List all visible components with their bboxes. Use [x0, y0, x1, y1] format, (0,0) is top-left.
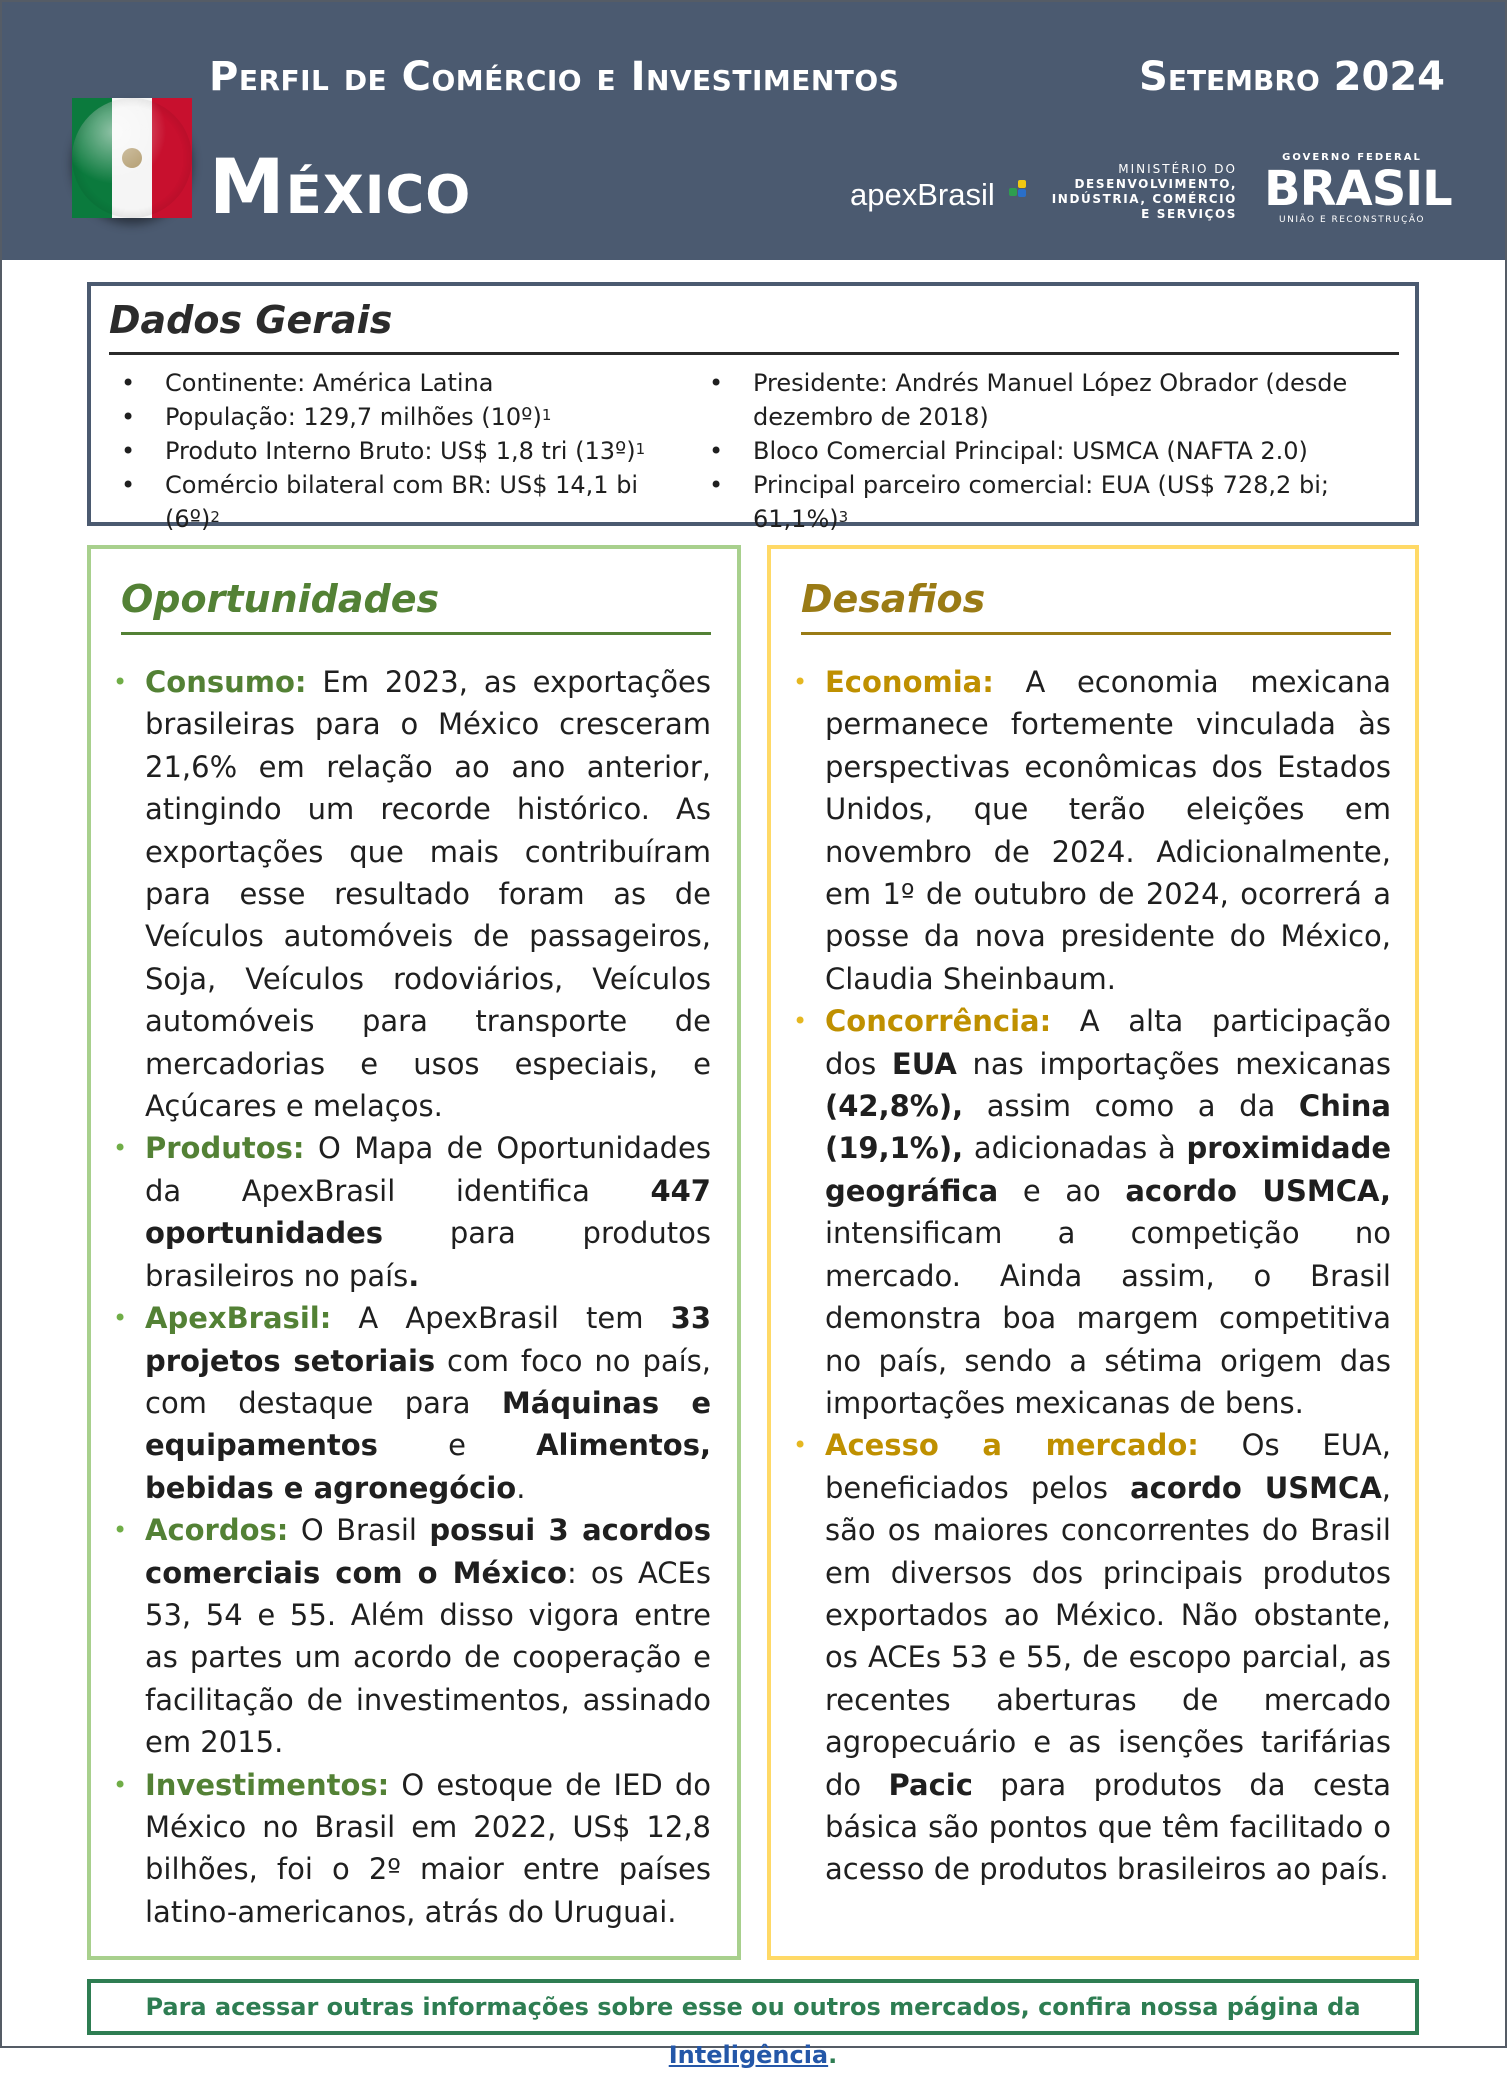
challenges-item-emphasis: acordo USMCA: [1130, 1470, 1382, 1505]
general-data-list-right: [709, 366, 1409, 536]
challenges-item-lead: Acesso a mercado:: [825, 1428, 1199, 1463]
ministry-logo: [1047, 162, 1237, 222]
opportunities-item-text: e: [377, 1428, 537, 1463]
general-data-item-text: Continente: América Latina: [165, 369, 494, 397]
challenges-item-text: A economia mexicana permanece fortemente vinculada às perspectivas econômicas dos Estados Unidos, que terão eleições em novembro de 2024. Adicionalmente, em 1º de outubro de 2024, ocorrerá a posse da nova presidente do México, Claudia Sheinbaum.: [825, 665, 1391, 996]
opportunities-item: [111, 1127, 711, 1297]
general-data-item-text: Principal parceiro comercial: EUA (US$ 728,2 bi; 61,1%): [753, 471, 1329, 533]
general-data-divider: [109, 352, 1399, 355]
footnote-marker: 2: [210, 508, 220, 526]
challenges-item-lead: Concorrência:: [825, 1004, 1052, 1039]
general-data-item-text: Bloco Comercial Principal: USMCA (NAFTA 2.0): [753, 437, 1308, 465]
footer-end: .: [828, 2041, 838, 2069]
challenges-item-lead: Economia:: [825, 665, 994, 699]
challenges-item-text: nas importações mexicanas: [956, 1046, 1391, 1081]
challenges-item-text: adicionadas à: [963, 1131, 1187, 1166]
challenges-title: Desafios: [801, 577, 986, 621]
opportunities-item-emphasis: possui 3 acordos comerciais com o México: [145, 1513, 711, 1590]
document-title: Perfil de Comércio e Investimentos: [209, 54, 900, 100]
general-data-item: [709, 434, 1409, 468]
general-data-item-text: Presidente: Andrés Manuel López Obrador (desde dezembro de 2018): [753, 369, 1348, 431]
country-name: México: [209, 142, 472, 231]
footer-text: Para acessar outras informações sobre esse ou outros mercados, confira nossa página da: [145, 1993, 1361, 2021]
opportunities-item-text: O estoque de IED do México no Brasil em 2022, US$ 12,8 bilhões, foi o 2º maior entre países latino-americanos, atrás do Uruguai.: [145, 1767, 711, 1929]
general-data-box: [87, 282, 1419, 533]
general-data-list-left: [121, 366, 681, 536]
document-date: Setembro 2024: [1139, 54, 1445, 100]
general-data-item: [121, 434, 681, 468]
opportunities-item: [111, 1764, 711, 1934]
opportunities-item-text: : os ACEs 53, 54 e 55. Além disso vigora entre as partes um acordo de cooperação e facilitação de investimentos, assinado em 2015.: [145, 1555, 711, 1760]
mexico-flag-icon: [72, 98, 192, 218]
challenges-item-emphasis: acordo USMCA,: [1125, 1173, 1391, 1208]
footnote-marker: 1: [635, 440, 646, 458]
ministry-line-2: DESENVOLVIMENTO,: [1074, 177, 1237, 191]
challenges-item-emphasis: Pacic: [888, 1767, 973, 1802]
challenges-item-text: assim como a da: [963, 1089, 1299, 1124]
challenges-divider: [801, 632, 1391, 635]
ministry-line-1: MINISTÉRIO DO: [1118, 162, 1237, 176]
challenges-box: [767, 545, 1419, 1960]
challenges-item-text: para produtos da cesta básica são pontos que têm facilitado o acesso de produtos brasileiros ao país.: [825, 1767, 1391, 1887]
general-data-title: Dados Gerais: [109, 298, 393, 342]
ministry-line-3: INDÚSTRIA, COMÉRCIO: [1051, 192, 1237, 206]
opportunities-item-emphasis: Alimentos, bebidas e agronegócio: [145, 1428, 711, 1505]
ministry-line-4: E SERVIÇOS: [1141, 207, 1237, 221]
opportunities-item-emphasis: 447 oportunidades: [145, 1173, 711, 1251]
challenges-item-text: intensificam a competição no mercado. Ainda assim, o Brasil demonstra boa margem competitiva no país, sendo a sétima origem das importações mexicanas de bens.: [825, 1216, 1391, 1420]
opportunities-item-lead: Produtos:: [145, 1131, 305, 1166]
governo-federal-logo: [1264, 152, 1452, 225]
opportunities-item-emphasis: .: [408, 1258, 420, 1293]
opportunities-item-text: O Brasil: [288, 1513, 430, 1548]
opportunities-title: Oportunidades: [121, 577, 440, 621]
challenges-item-emphasis: China (19,1%),: [825, 1089, 1391, 1166]
challenges-item-emphasis: proximidade geográfica: [825, 1131, 1391, 1208]
challenges-item-emphasis: EUA: [891, 1046, 957, 1081]
opportunities-item: [111, 661, 711, 1127]
challenges-item-text: A alta participação dos: [825, 1004, 1391, 1081]
opportunities-item-lead: Acordos:: [145, 1513, 289, 1548]
footnote-marker: 3: [838, 508, 849, 526]
opportunities-item-emphasis: 33 projetos setoriais: [145, 1301, 711, 1378]
opportunities-item-text: O Mapa de Oportunidades da ApexBrasil identifica: [145, 1131, 711, 1208]
challenges-item-text: , são os maiores concorrentes do Brasil em diversos dos principais produtos exportados ao México. Não obstante, os ACEs 53 e 55, de escopo parcial, as recentes aberturas de mercado agropecuário e as isenções tarifárias do: [825, 1470, 1391, 1802]
general-data-item: [121, 366, 681, 400]
opportunities-item-lead: Consumo:: [145, 665, 307, 699]
gov-logo-brasil: BRASIL: [1264, 161, 1452, 217]
challenges-item: [791, 1000, 1391, 1424]
challenges-item-text: Os EUA, beneficiados pelos: [825, 1428, 1391, 1505]
general-data-item-text: População: 129,7 milhões (10º): [165, 403, 542, 431]
challenges-list: [791, 661, 1391, 1891]
challenges-item-text: e ao: [998, 1173, 1126, 1208]
general-data-item: [709, 468, 1409, 536]
opportunities-item-text: .: [516, 1470, 526, 1505]
footnote-marker: 1: [541, 406, 552, 424]
opportunities-box: [87, 545, 741, 1960]
opportunities-item: [111, 1509, 711, 1763]
challenges-item: [791, 1424, 1391, 1890]
general-data-item-text: Comércio bilateral com BR: US$ 14,1 bi (6º): [165, 471, 639, 533]
general-data-item: [709, 366, 1409, 434]
challenges-item: [791, 661, 1391, 1000]
apexbrasil-logo: apexBrasil: [850, 177, 995, 212]
opportunities-item-lead: Investimentos:: [145, 1767, 390, 1802]
gov-logo-top: GOVERNO FEDERAL: [1282, 152, 1422, 163]
opportunities-item-lead: ApexBrasil:: [145, 1301, 332, 1336]
general-data-item: [121, 468, 681, 536]
apexbrasil-logo-mark-icon: [1009, 180, 1027, 198]
opportunities-item-text: A ApexBrasil tem: [331, 1301, 671, 1336]
challenges-item-emphasis: (42,8%),: [825, 1089, 964, 1124]
opportunities-item: [111, 1297, 711, 1509]
general-data-item: [121, 400, 681, 434]
opportunities-item-text: para produtos brasileiros no país: [145, 1216, 711, 1293]
inteligencia-link[interactable]: Inteligência: [668, 2041, 829, 2069]
opportunities-item-emphasis: Máquinas e equipamentos: [145, 1385, 711, 1463]
opportunities-item-text: Em 2023, as exportações brasileiras para o México cresceram 21,6% em relação ao ano anterior, atingindo um recorde histórico. As exportações que mais contribuíram para esse resultado foram as de Veículos automóveis de passageiros, Soja, Veículos rodoviários, Veículos automóveis para transporte de mercadorias e usos especiais, e Açúcares e melaços.: [145, 665, 711, 1124]
opportunities-divider: [121, 632, 711, 635]
general-data-item-text: Produto Interno Bruto: US$ 1,8 tri (13º): [165, 437, 636, 465]
header-banner: [2, 2, 1505, 260]
opportunities-item-text: com foco no país, com destaque para: [145, 1343, 712, 1420]
footer-box: [87, 1979, 1419, 2069]
opportunities-list: [111, 661, 711, 1933]
gov-logo-bottom: UNIÃO E RECONSTRUÇÃO: [1279, 215, 1425, 225]
